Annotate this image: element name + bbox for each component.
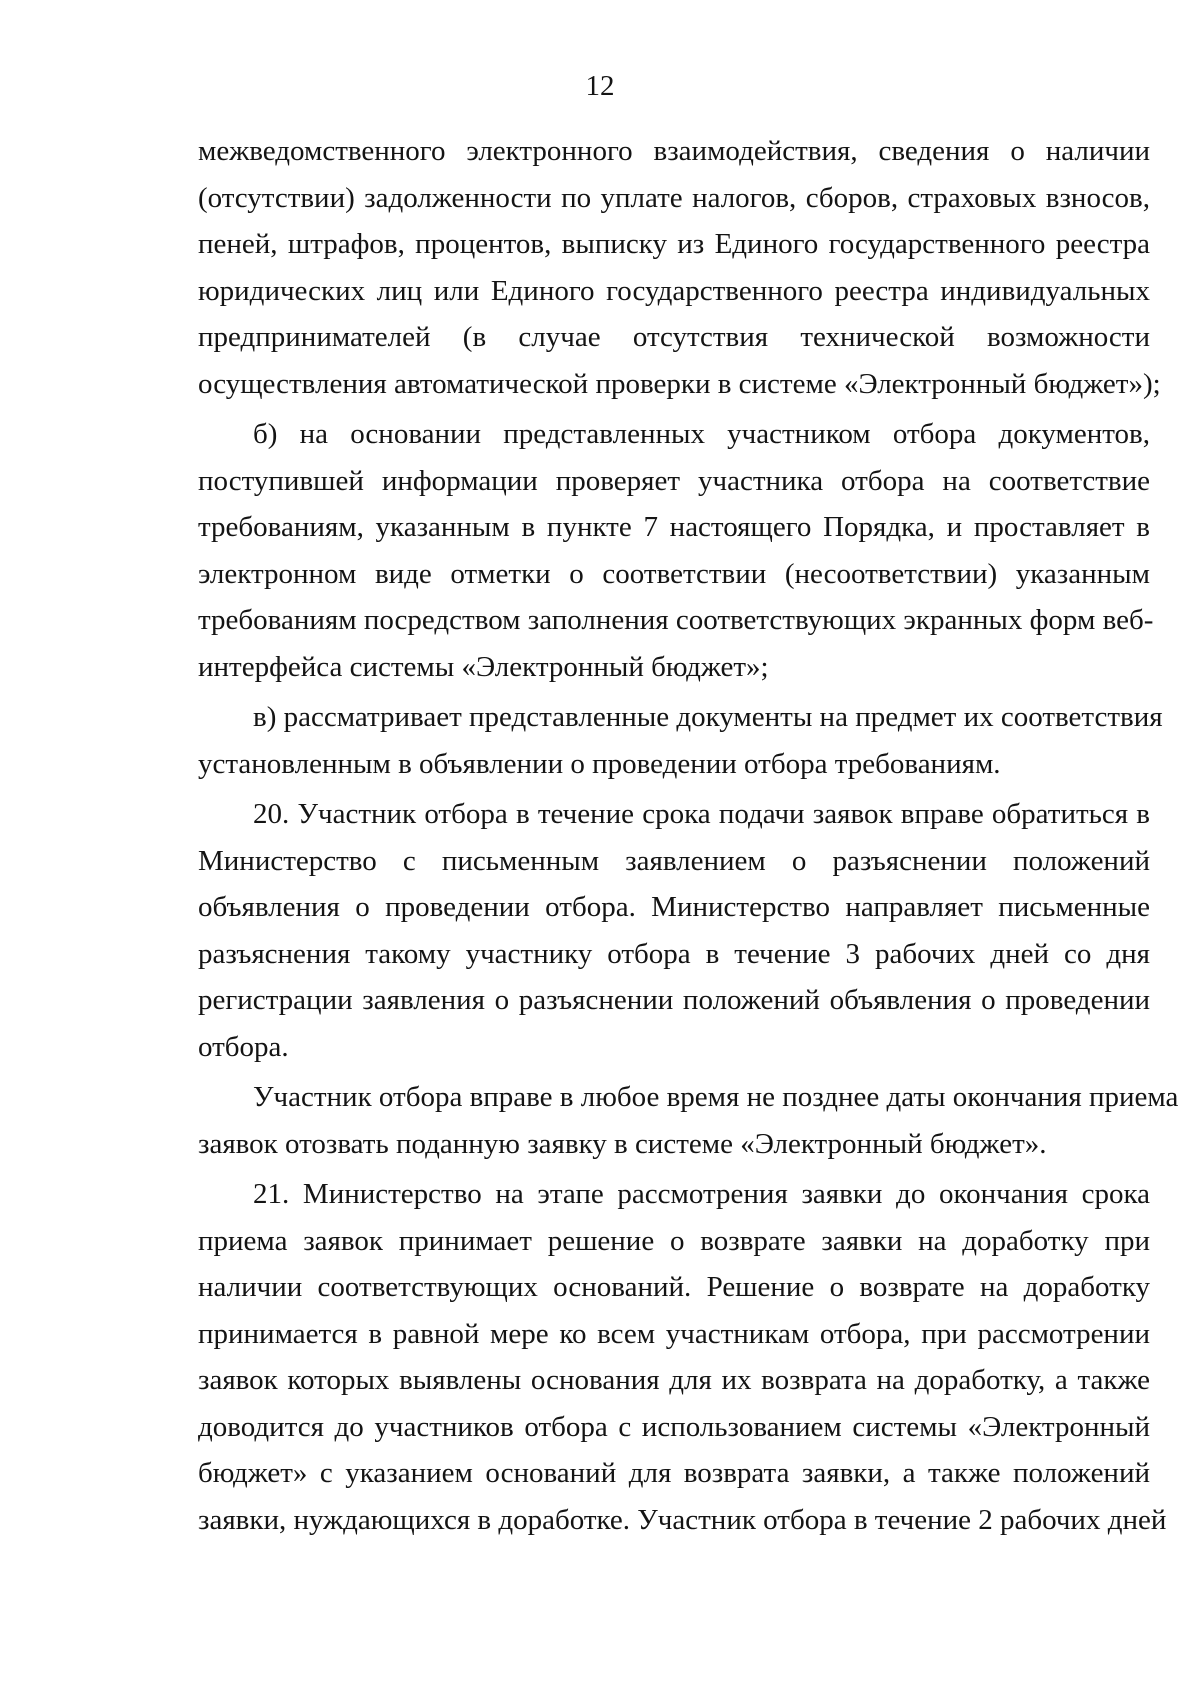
text-line: доводится до участников отбора с использованием системы «Электронный	[198, 1410, 1150, 1443]
paragraph-item-v	[198, 694, 1163, 787]
text-line: заявки, нуждающихся в доработке. Участник отбора в течение 2 рабочих дней	[198, 1503, 1167, 1536]
text-line: 21. Министерство на этапе рассмотрения заявки до окончания срока	[253, 1178, 1150, 1210]
text-line: предпринимателей (в случае отсутствия технической возможности	[198, 321, 1150, 353]
text-line: осуществления автоматической проверки в системе «Электронный бюджет»);	[198, 367, 1161, 400]
text-line: интерфейса системы «Электронный бюджет»;	[198, 650, 769, 683]
text-line: межведомственного электронного взаимодействия, сведения о наличии	[198, 135, 1150, 167]
text-line: объявления о проведении отбора. Министерство направляет письменные	[198, 891, 1150, 923]
paragraph-item-b	[198, 411, 1154, 690]
paragraph-withdrawal	[198, 1074, 1179, 1167]
paragraph-clause-20	[198, 791, 1150, 1070]
text-line: разъяснения такому участнику отбора в течение 3 рабочих дней со дня	[198, 937, 1150, 970]
text-line: 20. Участник отбора в течение срока подачи заявок вправе обратиться в	[253, 798, 1150, 830]
text-line: заявок которых выявлены основания для их возврата на доработку, а также	[198, 1364, 1150, 1396]
page-number: 12	[585, 70, 615, 102]
text-line: наличии соответствующих оснований. Решение о возврате на доработку	[198, 1271, 1150, 1303]
text-line: (отсутствии) задолженности по уплате налогов, сборов, страховых взносов,	[198, 181, 1150, 214]
text-line: требованиям, указанным в пункте 7 настоящего Порядка, и проставляет в	[198, 511, 1150, 543]
text-line: Министерство с письменным заявлением о разъяснении положений	[198, 844, 1150, 877]
text-line: принимается в равной мере ко всем участникам отбора, при рассмотрении	[198, 1317, 1150, 1350]
text-line: Участник отбора вправе в любое время не позднее даты окончания приема	[253, 1081, 1179, 1113]
text-line: заявок отозвать поданную заявку в системе «Электронный бюджет».	[198, 1127, 1047, 1160]
text-line: пеней, штрафов, процентов, выписку из Единого государственного реестра	[198, 228, 1150, 260]
document-body	[198, 128, 1179, 1543]
text-line: в) рассматривает представленные документы на предмет их соответствия	[253, 701, 1163, 733]
text-line: установленным в объявлении о проведении отбора требованиям.	[198, 747, 1001, 780]
text-line: поступившей информации проверяет участника отбора на соответствие	[198, 464, 1150, 497]
text-line: бюджет» с указанием оснований для возврата заявки, а также положений	[198, 1457, 1150, 1489]
text-line: отбора.	[198, 1030, 289, 1063]
paragraph-continued-list	[198, 128, 1161, 407]
text-line: регистрации заявления о разъяснении положений объявления о проведении	[198, 984, 1150, 1016]
text-line: электронном виде отметки о соответствии (несоответствии) указанным	[198, 557, 1150, 590]
paragraph-clause-21	[198, 1171, 1167, 1543]
text-line: приема заявок принимает решение о возврате заявки на доработку при	[198, 1224, 1150, 1257]
text-line: б) на основании представленных участником отбора документов,	[253, 418, 1150, 450]
text-line: юридических лиц или Единого государственного реестра индивидуальных	[198, 274, 1150, 307]
text-line: требованиям посредством заполнения соответствующих экранных форм веб-	[198, 604, 1154, 636]
